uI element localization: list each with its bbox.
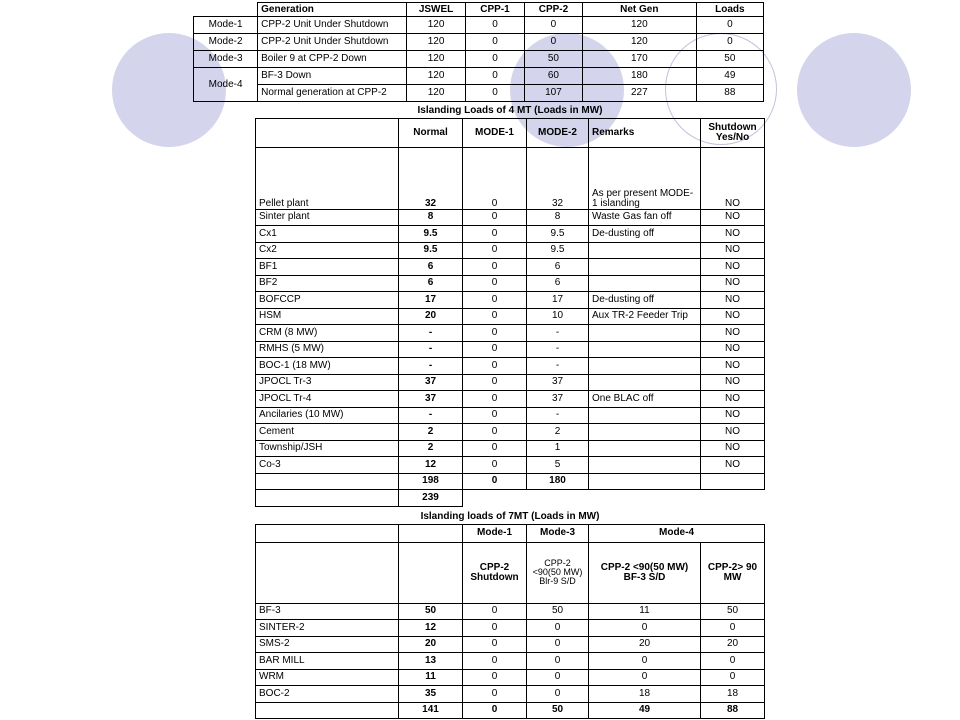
value-cell: 88 [696,85,763,102]
table-row [194,85,764,102]
value-cell: 8 [399,209,463,226]
row-label: Sinter plant [256,209,399,226]
row-label: HSM [256,308,399,325]
value-cell: 35 [399,686,463,703]
value-cell: 50 [696,51,763,68]
value-cell: 0 [463,424,527,441]
table-row [256,669,765,686]
remarks-cell [589,325,701,342]
header-row [256,542,765,603]
value-cell: 12 [399,457,463,474]
table-row [256,407,765,424]
remarks-cell [589,407,701,424]
remarks-cell: As per present MODE-1 islanding [589,147,701,209]
value-cell: 13 [399,653,463,670]
value-cell: 32 [527,147,589,209]
value-cell: 0 [696,34,763,51]
value-cell: 120 [582,34,696,51]
value-cell: 9.5 [399,242,463,259]
totals-row [256,473,765,490]
generation-cell: CPP-2 Unit Under Shutdown [258,34,407,51]
value-cell: 0 [701,653,765,670]
table-title: Islanding loads of 7MT (Loads in MW) [420,510,600,522]
table-row [194,51,764,68]
row-label: Cx1 [256,226,399,243]
title-row [256,104,765,118]
row-label: Cx2 [256,242,399,259]
value-cell: 0 [527,653,589,670]
value-cell: 17 [527,292,589,309]
value-cell: 17 [399,292,463,309]
table-row [256,440,765,457]
value-cell: 120 [582,17,696,34]
value-cell: 0 [463,686,527,703]
value-cell: 170 [582,51,696,68]
remarks-cell: Aux TR-2 Feeder Trip [589,308,701,325]
header-mode2: MODE-2 [527,118,589,147]
generation-cell: CPP-2 Unit Under Shutdown [258,17,407,34]
total-mode2: 180 [527,473,589,490]
value-cell: 50 [524,51,582,68]
table-row [256,620,765,637]
generation-cell: Normal generation at CPP-2 [258,85,407,102]
value-cell: 0 [463,653,527,670]
shutdown-cell: NO [701,209,765,226]
group-header-row [256,524,765,542]
table-row [256,259,765,276]
shutdown-cell: NO [701,440,765,457]
value-cell: 0 [463,325,527,342]
value-cell: 0 [701,669,765,686]
row-label: SINTER-2 [256,620,399,637]
remarks-cell [589,424,701,441]
remarks-cell [589,457,701,474]
value-cell: 20 [399,308,463,325]
remarks-cell [589,259,701,276]
header-mode1: CPP-2 Shutdown [463,542,527,603]
header-loads: Loads [696,3,763,17]
value-cell: 6 [399,259,463,276]
modes-table [193,2,764,102]
value-cell: 0 [463,242,527,259]
row-label: JPOCL Tr-4 [256,391,399,408]
value-cell: 0 [463,669,527,686]
table-row [256,341,765,358]
value-cell: 49 [696,68,763,85]
header-row [256,118,765,147]
shutdown-cell: NO [701,242,765,259]
value-cell: - [527,358,589,375]
value-cell: 8 [527,209,589,226]
value-cell: 20 [589,636,701,653]
header-net-gen: Net Gen [582,3,696,17]
value-cell: - [399,358,463,375]
header-normal: Normal [399,118,463,147]
total-normal: 141 [399,702,463,718]
table-row [194,34,764,51]
value-cell: 0 [463,358,527,375]
remarks-cell [589,275,701,292]
grand-total-row [256,490,765,507]
generation-cell: Boiler 9 at CPP-2 Down [258,51,407,68]
table-row [194,17,764,34]
remarks-cell [589,358,701,375]
value-cell: 20 [399,636,463,653]
row-label: CRM (8 MW) [256,325,399,342]
header-mode3: CPP-2 <90(50 MW) Blr-9 S/D [527,542,589,603]
header-cpp2: CPP-2 [524,3,582,17]
shutdown-cell: NO [701,292,765,309]
value-cell: - [527,325,589,342]
shutdown-cell: NO [701,358,765,375]
row-label: Co-3 [256,457,399,474]
row-label: JPOCL Tr-3 [256,374,399,391]
value-cell: 37 [527,391,589,408]
row-label: BOC-1 (18 MW) [256,358,399,375]
header-mode4a: CPP-2 <90(50 MW) BF-3 S/D [589,542,701,603]
shutdown-cell: NO [701,259,765,276]
remarks-cell [589,440,701,457]
row-label: Pellet plant [256,147,399,209]
value-cell: 0 [466,85,525,102]
row-label: BF1 [256,259,399,276]
grand-total: 239 [399,490,463,507]
value-cell: 6 [527,275,589,292]
value-cell: 6 [527,259,589,276]
value-cell: - [399,341,463,358]
value-cell: 0 [527,686,589,703]
value-cell: 0 [463,308,527,325]
value-cell: 2 [527,424,589,441]
mode-label: Mode-2 [194,34,258,51]
value-cell: - [399,325,463,342]
value-cell: 180 [582,68,696,85]
value-cell: 37 [399,391,463,408]
header-shutdown: Shutdown Yes/No [701,118,765,147]
table-row [194,68,764,85]
shutdown-cell: NO [701,374,765,391]
value-cell: 120 [407,34,466,51]
total-mode4b: 88 [701,702,765,718]
row-label: SMS-2 [256,636,399,653]
value-cell: 120 [407,17,466,34]
total-mode1: 0 [463,473,527,490]
table-row [256,209,765,226]
group-header-mode4: Mode-4 [589,524,765,542]
value-cell: 37 [527,374,589,391]
value-cell: 32 [399,147,463,209]
header-mode1: MODE-1 [463,118,527,147]
value-cell: - [399,407,463,424]
remarks-cell: De-dusting off [589,292,701,309]
modes-header-row [194,3,764,17]
value-cell: 9.5 [527,242,589,259]
value-cell: 11 [399,669,463,686]
value-cell: 50 [399,603,463,620]
shutdown-cell: NO [701,325,765,342]
value-cell: 120 [407,51,466,68]
shutdown-cell: NO [701,275,765,292]
header-mode4b: CPP-2> 90 MW [701,542,765,603]
shutdown-cell: NO [701,407,765,424]
row-label: BAR MILL [256,653,399,670]
shutdown-cell: NO [701,391,765,408]
value-cell: 0 [527,669,589,686]
value-cell: - [527,407,589,424]
remarks-cell: De-dusting off [589,226,701,243]
table-row [256,275,765,292]
row-label: BF-3 [256,603,399,620]
value-cell: 0 [463,374,527,391]
value-cell: 0 [463,620,527,637]
value-cell: 9.5 [399,226,463,243]
value-cell: 6 [399,275,463,292]
value-cell: 0 [463,341,527,358]
table-row [256,374,765,391]
remarks-cell [589,374,701,391]
table-row [256,242,765,259]
value-cell: 18 [589,686,701,703]
value-cell: 0 [527,620,589,637]
value-cell: 107 [524,85,582,102]
value-cell: 0 [463,259,527,276]
value-cell: 0 [463,292,527,309]
table-row [256,226,765,243]
value-cell: 1 [527,440,589,457]
value-cell: 0 [463,209,527,226]
totals-row [256,702,765,718]
table-row [256,358,765,375]
value-cell: 11 [589,603,701,620]
value-cell: 0 [524,17,582,34]
total-mode4a: 49 [589,702,701,718]
value-cell: 0 [589,669,701,686]
table-title: Islanding Loads of 4 MT (Loads in MW) [417,104,603,116]
group-header-mode3: Mode-3 [527,524,589,542]
shutdown-cell: NO [701,424,765,441]
value-cell: 120 [407,68,466,85]
value-cell: 0 [466,17,525,34]
value-cell: 227 [582,85,696,102]
table-row [256,457,765,474]
value-cell: 5 [527,457,589,474]
value-cell: 0 [463,391,527,408]
value-cell: 120 [407,85,466,102]
header-generation: Generation [258,3,407,17]
row-label: BOC-2 [256,686,399,703]
row-label: Cement [256,424,399,441]
value-cell: 0 [589,620,701,637]
remarks-cell [589,341,701,358]
loads-4mt-table [255,104,765,507]
value-cell: 37 [399,374,463,391]
table-row [256,391,765,408]
value-cell: 60 [524,68,582,85]
row-label: BF2 [256,275,399,292]
remarks-cell: Waste Gas fan off [589,209,701,226]
value-cell: 0 [463,457,527,474]
value-cell: 50 [527,603,589,620]
value-cell: 0 [463,147,527,209]
loads-7mt-table [255,510,765,719]
value-cell: - [527,341,589,358]
value-cell: 0 [463,407,527,424]
value-cell: 0 [696,17,763,34]
value-cell: 0 [466,34,525,51]
shutdown-cell: NO [701,341,765,358]
row-label: RMHS (5 MW) [256,341,399,358]
value-cell: 0 [701,620,765,637]
table-row [256,603,765,620]
row-label: Ancilaries (10 MW) [256,407,399,424]
table-row [256,147,765,209]
header-remarks: Remarks [589,118,701,147]
mode-label: Mode-1 [194,17,258,34]
shutdown-cell: NO [701,308,765,325]
header-jswel: JSWEL [407,3,466,17]
value-cell: 2 [399,440,463,457]
total-mode1: 0 [463,702,527,718]
total-mode3: 50 [527,702,589,718]
value-cell: 0 [463,440,527,457]
value-cell: 0 [524,34,582,51]
row-label: Township/JSH [256,440,399,457]
remarks-cell [589,242,701,259]
value-cell: 0 [466,68,525,85]
total-normal: 198 [399,473,463,490]
value-cell: 50 [701,603,765,620]
remarks-cell: One BLAC off [589,391,701,408]
value-cell: 0 [463,636,527,653]
table-row [256,653,765,670]
mode-label: Mode-4 [194,68,258,102]
mode-label: Mode-3 [194,51,258,68]
generation-cell: BF-3 Down [258,68,407,85]
row-label: BOFCCP [256,292,399,309]
table-row [256,686,765,703]
value-cell: 0 [463,275,527,292]
value-cell: 10 [527,308,589,325]
table-row [256,292,765,309]
shutdown-cell: NO [701,457,765,474]
table-row [256,424,765,441]
header-cpp1: CPP-1 [466,3,525,17]
table-row [256,308,765,325]
value-cell: 18 [701,686,765,703]
value-cell: 0 [463,603,527,620]
row-label: WRM [256,669,399,686]
value-cell: 2 [399,424,463,441]
value-cell: 0 [463,226,527,243]
table-row [256,636,765,653]
group-header-mode1: Mode-1 [463,524,527,542]
value-cell: 0 [527,636,589,653]
decor-circle-right [797,33,911,147]
value-cell: 0 [589,653,701,670]
value-cell: 12 [399,620,463,637]
table-row [256,325,765,342]
title-row [256,510,765,524]
shutdown-cell: NO [701,226,765,243]
value-cell: 9.5 [527,226,589,243]
value-cell: 20 [701,636,765,653]
value-cell: 0 [466,51,525,68]
shutdown-cell: NO [701,147,765,209]
